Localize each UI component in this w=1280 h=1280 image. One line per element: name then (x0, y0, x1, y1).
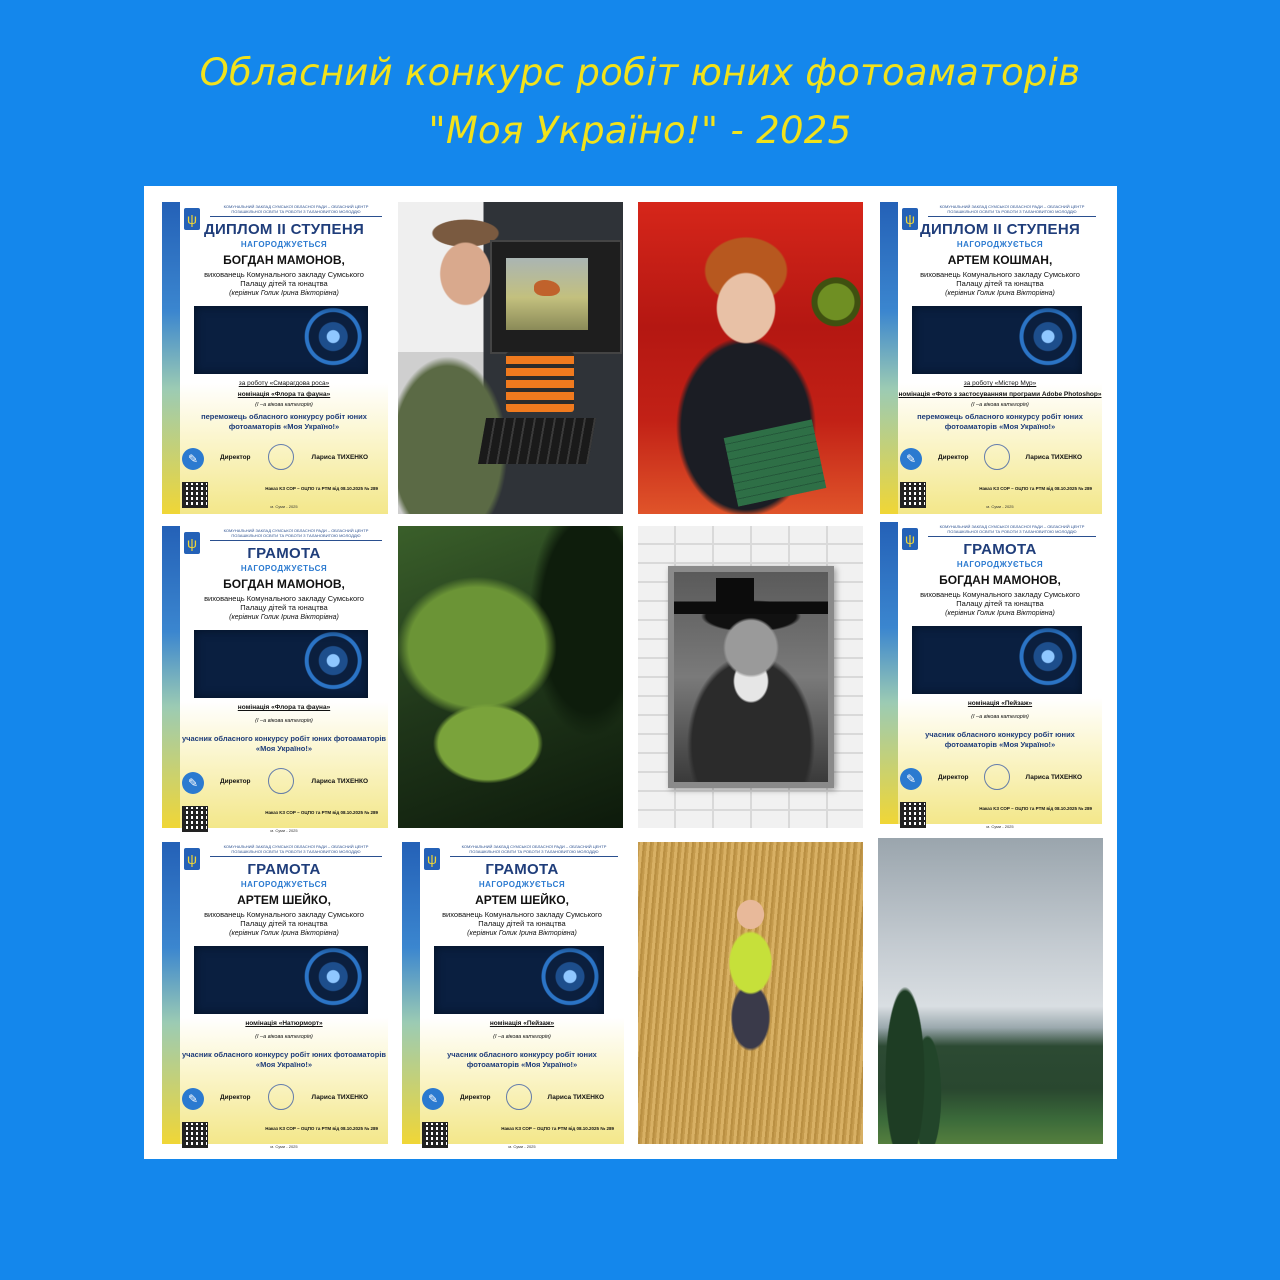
camera-lens-banner (194, 630, 368, 698)
camera-lens-banner (912, 626, 1082, 694)
title-line-2: "Моя Україно!" - 2025 (428, 109, 852, 152)
cert-age-category: (І –а вікова категорія) (971, 402, 1029, 408)
cert-pupil-text: вихованець Комунального закладу Сумського Палацу дітей та юнацтва (920, 270, 1080, 288)
cert-nomination: номінація «Флора та фауна» (237, 391, 331, 398)
cert-nomination: номінація «Флора та фауна» (237, 704, 331, 711)
cert-nomination: номінація «Пейзаж» (489, 1020, 555, 1027)
cert-header: КОМУНАЛЬНИЙ ЗАКЛАД СУМСЬКОЇ ОБЛАСНОЇ РАДИ – ОБЛАСНИЙ ЦЕНТР ПОЗАШКІЛЬНОЇ ОСВІТИ ТА РОБОТИ З ТАЛАНОВИТОЮ МОЛОДДЮ (210, 844, 382, 857)
trident-icon: ψ (902, 208, 918, 230)
cert-title: ДИПЛОМ ІІ СТУПЕНЯ (919, 221, 1081, 238)
cert-title: ГРАМОТА (485, 861, 559, 878)
cert-director-label: Директор (460, 1093, 491, 1101)
book-logo-icon: ✎ (900, 448, 922, 470)
certificate-gramota-bohdan-flora[interactable] (162, 526, 388, 833)
book-logo-icon: ✎ (182, 1088, 204, 1110)
cert-pupil-text: вихованець Комунального закладу Сумського Палацу дітей та юнацтва (920, 590, 1080, 608)
cert-director-name: Лариса ТИХЕНКО (1025, 453, 1082, 461)
cert-director-name: Лариса ТИХЕНКО (1025, 773, 1082, 781)
cert-director-label: Директор (938, 453, 969, 461)
cert-result: переможець обласного конкурсу робіт юних фотоаматорів «Моя Україно!» (917, 412, 1083, 431)
cert-director-label: Директор (938, 773, 969, 781)
monitor (490, 240, 622, 354)
cert-leader: (керівник Голик Ірина Вікторівна) (229, 930, 339, 937)
cert-age-category: (І –а вікова категорія) (493, 1034, 551, 1040)
cert-director-name: Лариса ТИХЕНКО (311, 1093, 368, 1101)
cert-order: Наказ КЗ СОР – ОЦПО та РТМ від 08.10.2025 № 289 (501, 1126, 614, 1131)
cert-director-name: Лариса ТИХЕНКО (311, 453, 368, 461)
cert-signature-row (220, 766, 368, 796)
cert-pupil-text: вихованець Комунального закладу Сумського Палацу дітей та юнацтва (442, 910, 602, 928)
cert-awarded: НАГОРОДЖУЄТЬСЯ (240, 240, 328, 249)
cert-header: КОМУНАЛЬНИЙ ЗАКЛАД СУМСЬКОЇ ОБЛАСНОЇ РАДИ – ОБЛАСНИЙ ЦЕНТР ПОЗАШКІЛЬНОЇ ОСВІТИ ТА РОБОТИ З ТАЛАНОВИТОЮ МОЛОДДЮ (210, 204, 382, 217)
cert-title: ГРАМОТА (247, 861, 321, 878)
book-logo-icon: ✎ (182, 448, 204, 470)
camera-lens-banner (194, 306, 368, 374)
cert-signature-row (220, 442, 368, 472)
cert-title: ГРАМОТА (963, 541, 1037, 558)
camera-lens-banner (194, 946, 368, 1014)
cert-signature-row (938, 442, 1082, 472)
cert-pupil-text: вихованець Комунального закладу Сумського Палацу дітей та юнацтва (204, 594, 364, 612)
book-logo-icon: ✎ (900, 768, 922, 790)
trident-icon: ψ (902, 528, 918, 550)
cert-city-year: м. Суми - 2025 (270, 828, 298, 833)
cert-director-name: Лариса ТИХЕНКО (547, 1093, 604, 1101)
keyboard (478, 418, 596, 464)
page-title (0, 44, 1280, 160)
fox-photo-on-screen (506, 258, 588, 330)
cert-order: Наказ КЗ СОР – ОЦПО та РТМ від 08.10.2025 № 289 (265, 486, 378, 491)
cert-result: учасник обласного конкурсу робіт юних фотоаматорів «Моя Україно!» (925, 730, 1075, 749)
trident-icon: ψ (184, 848, 200, 870)
trident-icon: ψ (184, 532, 200, 554)
cert-header: КОМУНАЛЬНИЙ ЗАКЛАД СУМСЬКОЇ ОБЛАСНОЇ РАДИ – ОБЛАСНИЙ ЦЕНТР ПОЗАШКІЛЬНОЇ ОСВІТИ ТА РОБОТИ З ТАЛАНОВИТОЮ МОЛОДДЮ (450, 844, 618, 857)
cert-leader: (керівник Голик Ірина Вікторівна) (945, 610, 1055, 617)
certificate-gramota-artem-sheiko-stilllife[interactable] (162, 842, 388, 1149)
cert-awarded: НАГОРОДЖУЄТЬСЯ (478, 880, 566, 889)
cert-leader: (керівник Голик Ірина Вікторівна) (229, 290, 339, 297)
cert-pupil-text: вихованець Комунального закладу Сумського Палацу дітей та юнацтва (204, 910, 364, 928)
title-line-1: Обласний конкурс робіт юних фотоаматорів (199, 51, 1081, 94)
cert-header: КОМУНАЛЬНИЙ ЗАКЛАД СУМСЬКОЇ ОБЛАСНОЇ РАДИ – ОБЛАСНИЙ ЦЕНТР ПОЗАШКІЛЬНОЇ ОСВІТИ ТА РОБОТИ З ТАЛАНОВИТОЮ МОЛОДДЮ (210, 528, 382, 541)
trident-icon: ψ (184, 208, 200, 230)
cert-order: Наказ КЗ СОР – ОЦПО та РТМ від 08.10.2025 № 289 (979, 806, 1092, 811)
cert-result: учасник обласного конкурсу робіт юних фотоаматорів «Моя Україно!» (181, 734, 387, 753)
cert-city-year: м. Суми - 2025 (270, 504, 298, 509)
cert-city-year: м. Суми - 2025 (986, 504, 1014, 509)
cert-order: Наказ КЗ СОР – ОЦПО та РТМ від 08.10.2025 № 289 (265, 1126, 378, 1131)
cert-age-category: (І –а вікова категорія) (971, 714, 1029, 720)
cert-person-name: БОГДАН МАМОНОВ, (939, 573, 1061, 587)
cert-order: Наказ КЗ СОР – ОЦПО та РТМ від 08.10.2025 № 289 (265, 810, 378, 815)
cert-leader: (керівник Голик Ірина Вікторівна) (467, 930, 577, 937)
cert-pupil-text: вихованець Комунального закладу Сумського Палацу дітей та юнацтва (204, 270, 364, 288)
cert-signature-row (460, 1082, 604, 1112)
cert-age-category: (І –а вікова категорія) (255, 402, 313, 408)
cert-director-label: Директор (220, 453, 251, 461)
cert-work-title: за роботу «Смарагдова роса» (238, 380, 330, 387)
book-logo-icon: ✎ (422, 1088, 444, 1110)
stamp-icon (268, 444, 294, 470)
book-logo-icon: ✎ (182, 772, 204, 794)
camera-lens-banner (434, 946, 604, 1014)
cert-director-label: Директор (220, 1093, 251, 1101)
cert-nomination: номінація «Пейзаж» (967, 700, 1033, 707)
stamp-icon (984, 444, 1010, 470)
cert-awarded: НАГОРОДЖУЄТЬСЯ (956, 560, 1044, 569)
photo-green-branch[interactable] (398, 526, 623, 828)
cert-leader: (керівник Голик Ірина Вікторівна) (229, 614, 339, 621)
cert-age-category: (І –а вікова категорія) (255, 1034, 313, 1040)
cert-result: учасник обласного конкурсу робіт юних фотоаматорів «Моя Україно!» (181, 1050, 387, 1069)
cert-awarded: НАГОРОДЖУЄТЬСЯ (956, 240, 1044, 249)
photo-forest-landscape[interactable] (878, 838, 1103, 1144)
cert-city-year: м. Суми - 2025 (270, 1144, 298, 1149)
photo-boy-in-wheat-field[interactable] (638, 842, 863, 1144)
cert-city-year: м. Суми - 2025 (508, 1144, 536, 1149)
cert-director-name: Лариса ТИХЕНКО (311, 777, 368, 785)
cert-age-category: (І –а вікова категорія) (255, 718, 313, 724)
cert-work-title: за роботу «Містер Мур» (963, 380, 1037, 387)
collage-board (144, 186, 1117, 1159)
cert-person-name: БОГДАН МАМОНОВ, (223, 577, 345, 591)
cert-signature-row (220, 1082, 368, 1112)
cert-signature-row (938, 762, 1082, 792)
top-hat-icon (716, 578, 754, 614)
stamp-icon (984, 764, 1010, 790)
photo-boy-at-computer[interactable] (398, 202, 623, 514)
certificate-gramota-bohdan-landscape[interactable] (880, 522, 1102, 829)
cert-awarded: НАГОРОДЖУЄТЬСЯ (240, 564, 328, 573)
cert-person-name: АРТЕМ ШЕЙКО, (237, 893, 331, 907)
cert-header: КОМУНАЛЬНИЙ ЗАКЛАД СУМСЬКОЇ ОБЛАСНОЇ РАДИ – ОБЛАСНИЙ ЦЕНТР ПОЗАШКІЛЬНОЇ ОСВІТИ ТА РОБОТИ З ТАЛАНОВИТОЮ МОЛОДДЮ (928, 524, 1096, 537)
cert-title: ГРАМОТА (247, 545, 321, 562)
cert-person-name: БОГДАН МАМОНОВ, (223, 253, 345, 267)
fox-icon (534, 280, 560, 296)
cert-order: Наказ КЗ СОР – ОЦПО та РТМ від 08.10.2025 № 289 (979, 486, 1092, 491)
certificate-gramota-artem-sheiko-landscape[interactable] (402, 842, 624, 1149)
stamp-icon (268, 1084, 294, 1110)
stamp-icon (506, 1084, 532, 1110)
trident-icon: ψ (424, 848, 440, 870)
cert-city-year: м. Суми - 2025 (986, 824, 1014, 829)
cert-leader: (керівник Голик Ірина Вікторівна) (945, 290, 1055, 297)
cert-person-name: АРТЕМ ШЕЙКО, (475, 893, 569, 907)
cert-result: переможець обласного конкурсу робіт юних фотоаматорів «Моя Україно!» (201, 412, 367, 431)
cert-header: КОМУНАЛЬНИЙ ЗАКЛАД СУМСЬКОЇ ОБЛАСНОЇ РАДИ – ОБЛАСНИЙ ЦЕНТР ПОЗАШКІЛЬНОЇ ОСВІТИ ТА РОБОТИ З ТАЛАНОВИТОЮ МОЛОДДЮ (928, 204, 1096, 217)
camera-lens-banner (912, 306, 1082, 374)
cutting-mat (724, 419, 827, 506)
stamp-icon (268, 768, 294, 794)
certificate-diploma-bohdan[interactable] (162, 202, 388, 514)
cert-result: учасник обласного конкурсу робіт юних фотоаматорів «Моя Україно!» (447, 1050, 597, 1069)
cert-nomination: номінація «Фото з застосуванням програми Adobe Photoshop» (898, 391, 1102, 398)
cert-title: ДИПЛОМ ІІ СТУПЕНЯ (203, 221, 365, 238)
cert-person-name: АРТЕМ КОШМАН, (947, 253, 1053, 267)
cert-nomination: номінація «Натюрморт» (245, 1020, 323, 1027)
tablet-stand (506, 352, 574, 412)
cert-awarded: НАГОРОДЖУЄТЬСЯ (240, 880, 328, 889)
certificate-diploma-artem-koshman[interactable] (880, 202, 1102, 514)
photo-cat-portrait[interactable] (638, 526, 863, 828)
photo-boy-with-cutting-mat[interactable] (638, 202, 863, 514)
cert-director-label: Директор (220, 777, 251, 785)
